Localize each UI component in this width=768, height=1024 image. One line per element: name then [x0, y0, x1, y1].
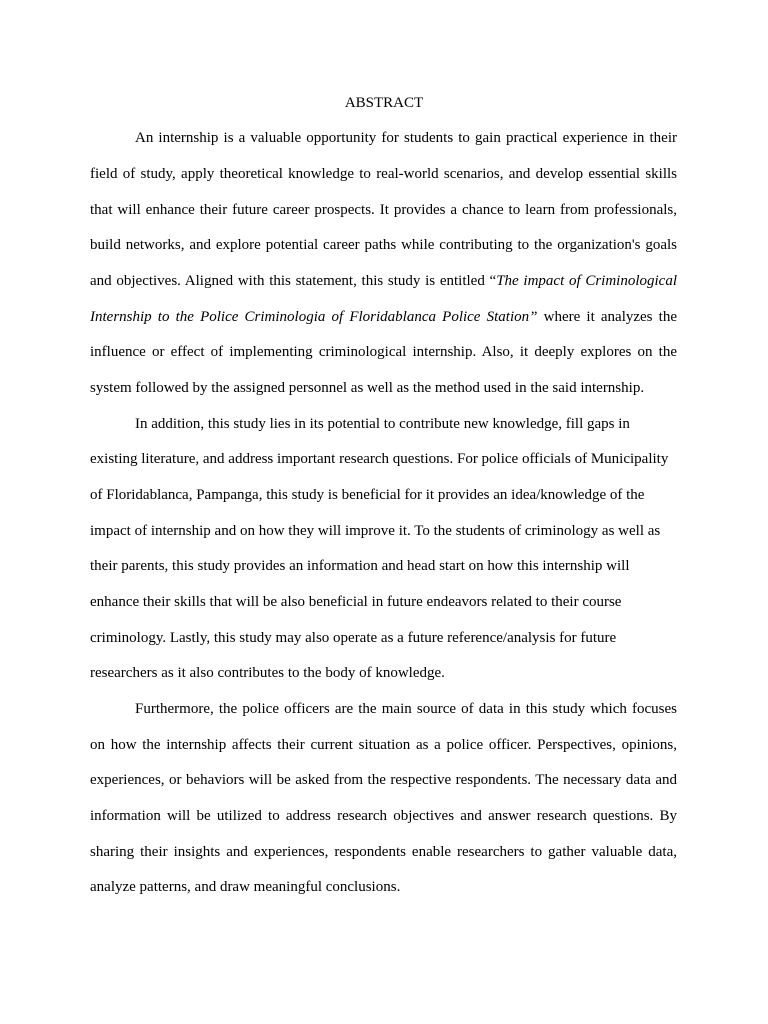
paragraph-1-line-5 [90, 271, 677, 291]
paragraph-3-line-6: analyze patterns, and draw meaningful conclusions. [90, 879, 401, 895]
paragraph-1-line-5-text: and objectives. Aligned with this statement, this study is entitled “ [90, 273, 497, 289]
paragraph-2-line-2: existing literature, and address important research questions. For police officials of Municipality [90, 451, 669, 467]
paragraph-2-line-4: impact of internship and on how they will improve it. To the students of criminology as well as [90, 523, 661, 539]
paragraph-3-line-3: experiences, or behaviors will be asked from the respective respondents. The necessary data and [90, 772, 677, 788]
paragraph-2-line-1: In addition, this study lies in its potential to contribute new knowledge, fill gaps in [135, 416, 630, 432]
paragraph-2-line-5: their parents, this study provides an information and head start on how this internship will [90, 558, 630, 574]
paragraph-1-line-7: influence or effect of implementing criminological internship. Also, it deeply explores on the [90, 344, 677, 360]
paragraph-1-line-6-text: where it analyzes the [537, 309, 677, 325]
paragraph-3-line-5: sharing their insights and experiences, respondents enable researchers to gather valuable data, [90, 844, 677, 860]
paragraph-1-line-6 [90, 307, 677, 327]
paragraph-1-line-4: build networks, and explore potential career paths while contributing to the organization's goals [90, 237, 677, 253]
paragraph-1-line-1: An internship is a valuable opportunity for students to gain practical experience in their [135, 130, 677, 146]
paragraph-2-line-8: researchers as it also contributes to the body of knowledge. [90, 665, 445, 681]
paragraph-1-line-3: that will enhance their future career prospects. It provides a chance to learn from professionals, [90, 202, 677, 218]
paragraph-3-line-4: information will be utilized to address research objectives and answer research questions. By [90, 808, 677, 824]
study-title-part-1: The impact of Criminological [496, 273, 677, 289]
paragraph-3-line-1: Furthermore, the police officers are the main source of data in this study which focuses [135, 701, 677, 717]
paragraph-2-line-3: of Floridablanca, Pampanga, this study is beneficial for it provides an idea/knowledge of the [90, 487, 645, 503]
paragraph-2-line-7: criminology. Lastly, this study may also operate as a future reference/analysis for future [90, 630, 617, 646]
paragraph-2-line-6: enhance their skills that will be also beneficial in future endeavors related to their course [90, 594, 622, 610]
paragraph-1-line-8: system followed by the assigned personnel as well as the method used in the said internship. [90, 380, 645, 396]
paragraph-3-line-2: on how the internship affects their current situation as a police officer. Perspectives, opinions, [90, 737, 677, 753]
study-title-part-2: Internship to the Police Criminologia of Floridablanca Police Station” [90, 309, 538, 325]
page-title: ABSTRACT [344, 95, 424, 111]
paragraph-1-line-2: field of study, apply theoretical knowledge to real-world scenarios, and develop essential skills [90, 166, 677, 182]
